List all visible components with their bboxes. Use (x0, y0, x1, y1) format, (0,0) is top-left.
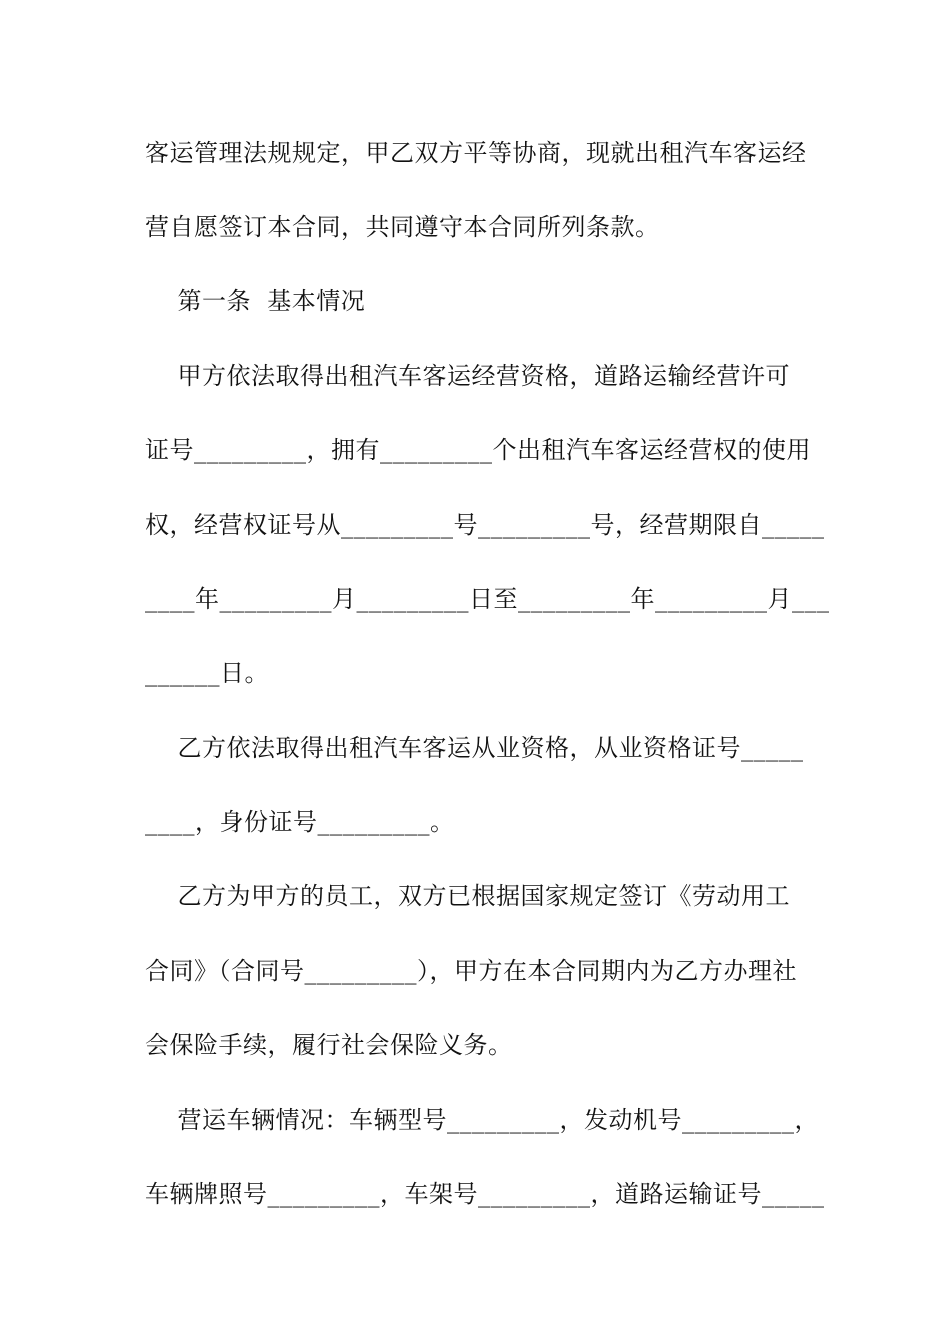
text-line: 甲方依法取得出租汽车客运经营资格，道路运输经营许可 (145, 362, 791, 390)
text-line: ____年_________月_________日至_________年_________月___ (145, 585, 830, 613)
text-line: 乙方为甲方的员工，双方已根据国家规定签订《劳动用工 (145, 882, 791, 910)
text-line: 车辆牌照号_________，车架号_________，道路运输证号_____ (145, 1180, 825, 1208)
text-line: ____，身份证号_________。 (145, 808, 455, 836)
text-line: 客运管理法规规定，甲乙双方平等协商，现就出租汽车客运经 (145, 139, 807, 167)
section-heading: 第一条 基本情况 (145, 287, 366, 315)
text-line: 权，经营权证号从_________号_________号，经营期限自_____ (145, 511, 825, 539)
text-line: 营自愿签订本合同，共同遵守本合同所列条款。 (145, 213, 660, 241)
text-line: 会保险手续，履行社会保险义务。 (145, 1031, 513, 1059)
text-line: 证号_________，拥有_________个出租汽车客运经营权的使用 (145, 436, 811, 464)
text-line: 合同》（合同号_________），甲方在本合同期内为乙方办理社 (145, 957, 797, 985)
text-line: 营运车辆情况：车辆型号_________，发动机号_________， (145, 1106, 820, 1134)
text-line: ______日。 (145, 659, 269, 687)
text-line: 乙方依法取得出租汽车客运从业资格，从业资格证号_____ (145, 734, 804, 762)
